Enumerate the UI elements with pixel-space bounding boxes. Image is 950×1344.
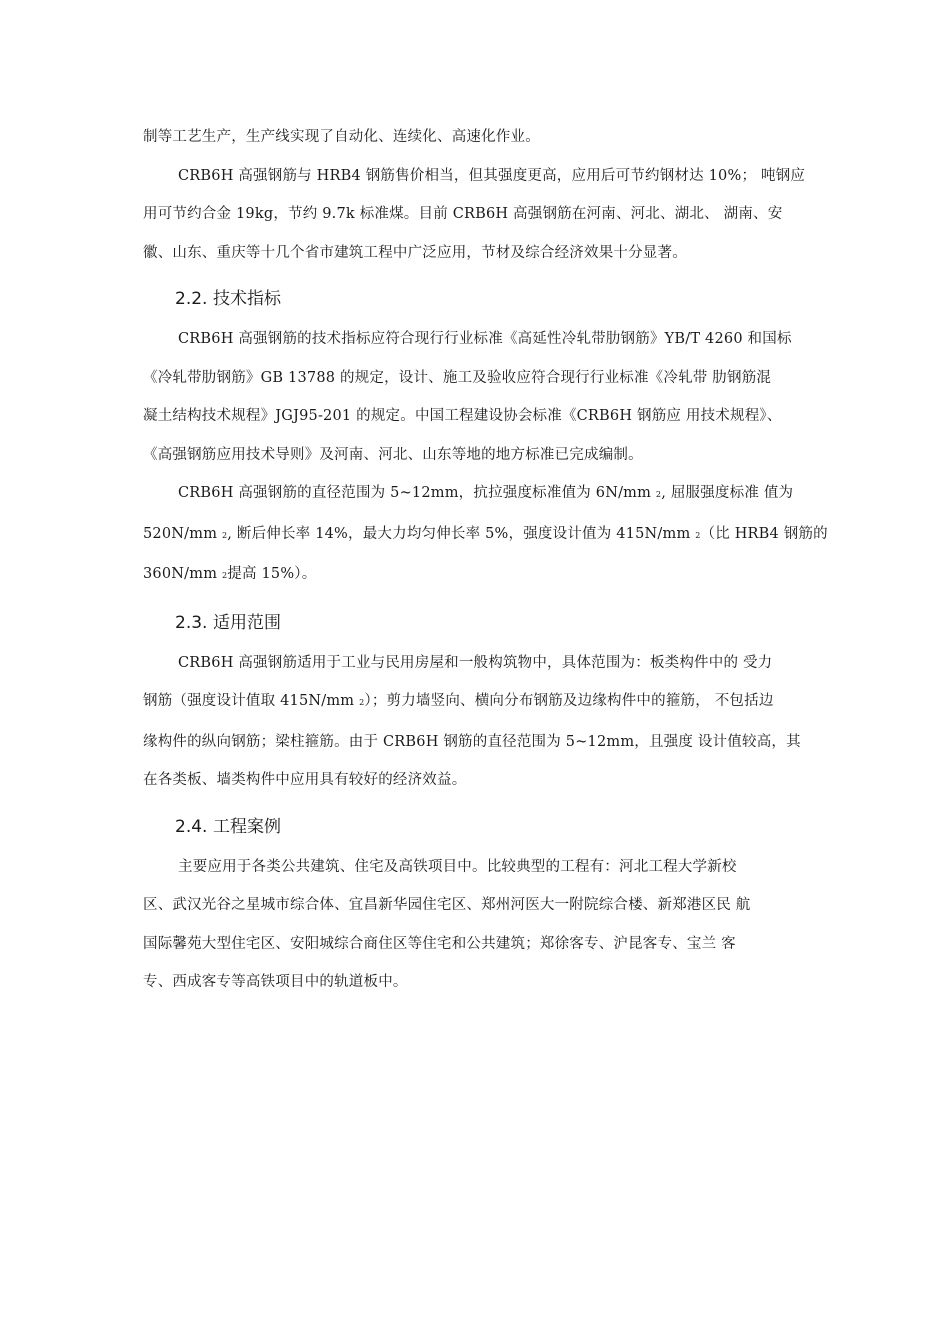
section-heading-2-4: [175, 808, 817, 846]
text-line: 缘构件的纵向钢筋；梁柱箍筋。由于 CRB6H 钢筋的直径范围为 5~12mm，且强度 设计值较高，其: [143, 733, 801, 750]
text-line: [143, 474, 817, 515]
text-line: 制等工艺生产，生产线实现了自动化、连续化、高速化作业。: [143, 129, 540, 145]
section-number: 2.4.: [175, 816, 208, 837]
text-line: 《冷轧带肋钢筋》GB 13788 的规定，设计、施工及验收应符合现行行业标准《冷轧带 肋钢筋混: [143, 369, 772, 386]
text-line: [143, 682, 817, 723]
text-line: 徽、山东、重庆等十几个省市建筑工程中广泛应用，节材及综合经济效果十分显著。: [143, 244, 687, 261]
text-run: 钢筋（强度设计值取 415N/mm: [143, 693, 360, 709]
text-line: 用可节约合金 19kg，节约 9.7k 标准煤。目前 CRB6H 高强钢筋在河南、河北、湖北、 湖南、安: [143, 206, 783, 222]
text-line: 专、西成客专等高铁项目中的轨道板中。: [143, 974, 408, 990]
text-run: 360N/mm: [143, 566, 222, 582]
text-run: 520N/mm: [143, 525, 222, 542]
text-line: 在各类板、墙类构件中应用具有较好的经济效益。: [143, 772, 467, 788]
text-run: CRB6H 高强钢筋的直径范围为 5~12mm，抗拉强度标准值为 6N/mm: [178, 485, 656, 501]
standard-paragraph: [143, 320, 817, 474]
text-line: [143, 515, 828, 556]
text-run: ）；剪力墙竖向、横向分布钢筋及边缘构件中的箍筋， 不包括边: [364, 693, 774, 709]
section-heading-2-2: [175, 280, 817, 318]
text-run: , 屈服强度标准 值为: [661, 485, 794, 501]
text-line: CRB6H 高强钢筋适用于工业与民用房屋和一般构筑物中，具体范围为：板类构件中的 受力: [178, 654, 773, 671]
subscript: 2: [655, 490, 662, 499]
text-run: 提高 15%）。: [227, 566, 317, 582]
text-line: 区、武汉光谷之星城市综合体、宜昌新华园住宅区、郑州河医大一附院综合楼、新郑港区民 航: [143, 897, 751, 913]
subscript: 2: [221, 571, 228, 580]
text-run: （比 HRB4 钢筋的: [700, 525, 828, 542]
section-number: 2.2.: [175, 289, 208, 309]
text-line: 国际馨苑大型住宅区、安阳城综合商住区等住宅和公共建筑；郑徐客专、沪昆客专、宝兰 客: [143, 935, 736, 952]
subscript: 2: [221, 530, 228, 540]
section-heading-2-3: [175, 604, 817, 642]
scope-paragraph: [143, 644, 817, 800]
text-line: CRB6H 高强钢筋的技术指标应符合现行行业标准《高延性冷轧带肋钢筋》YB/T 4260 和国标: [178, 331, 792, 347]
text-line: 《高强钢筋应用技术导则》及河南、河北、山东等地的地方标准已完成编制。: [143, 446, 643, 463]
price-paragraph: [143, 157, 817, 273]
text-line: 主要应用于各类公共建筑、住宅及高铁项目中。比较典型的工程有：河北工程大学新校: [178, 858, 737, 875]
values-paragraph: [143, 474, 828, 596]
section-title: 工程案例: [213, 816, 281, 837]
text-line: CRB6H 高强钢筋与 HRB4 钢筋售价相当，但其强度更高，应用后可节约钢材达 10%； 吨钢应: [178, 167, 806, 184]
text-line: [143, 555, 817, 596]
text-run: , 断后伸长率 14%，最大力均匀伸长率 5%，强度设计值为 415N/mm: [227, 525, 696, 542]
document-body: [143, 118, 828, 1002]
section-number: 2.3.: [175, 612, 208, 633]
intro-paragraph: [143, 118, 817, 157]
section-title: 技术指标: [213, 289, 281, 309]
text-line: 凝土结构技术规程》JGJ95-201 的规定。中国工程建设协会标准《CRB6H 钢筋应 用技术规程》、: [143, 408, 782, 424]
subscript: 2: [695, 530, 701, 540]
subscript: 2: [359, 698, 365, 707]
section-title: 适用范围: [213, 612, 281, 633]
cases-paragraph: [143, 848, 817, 1002]
